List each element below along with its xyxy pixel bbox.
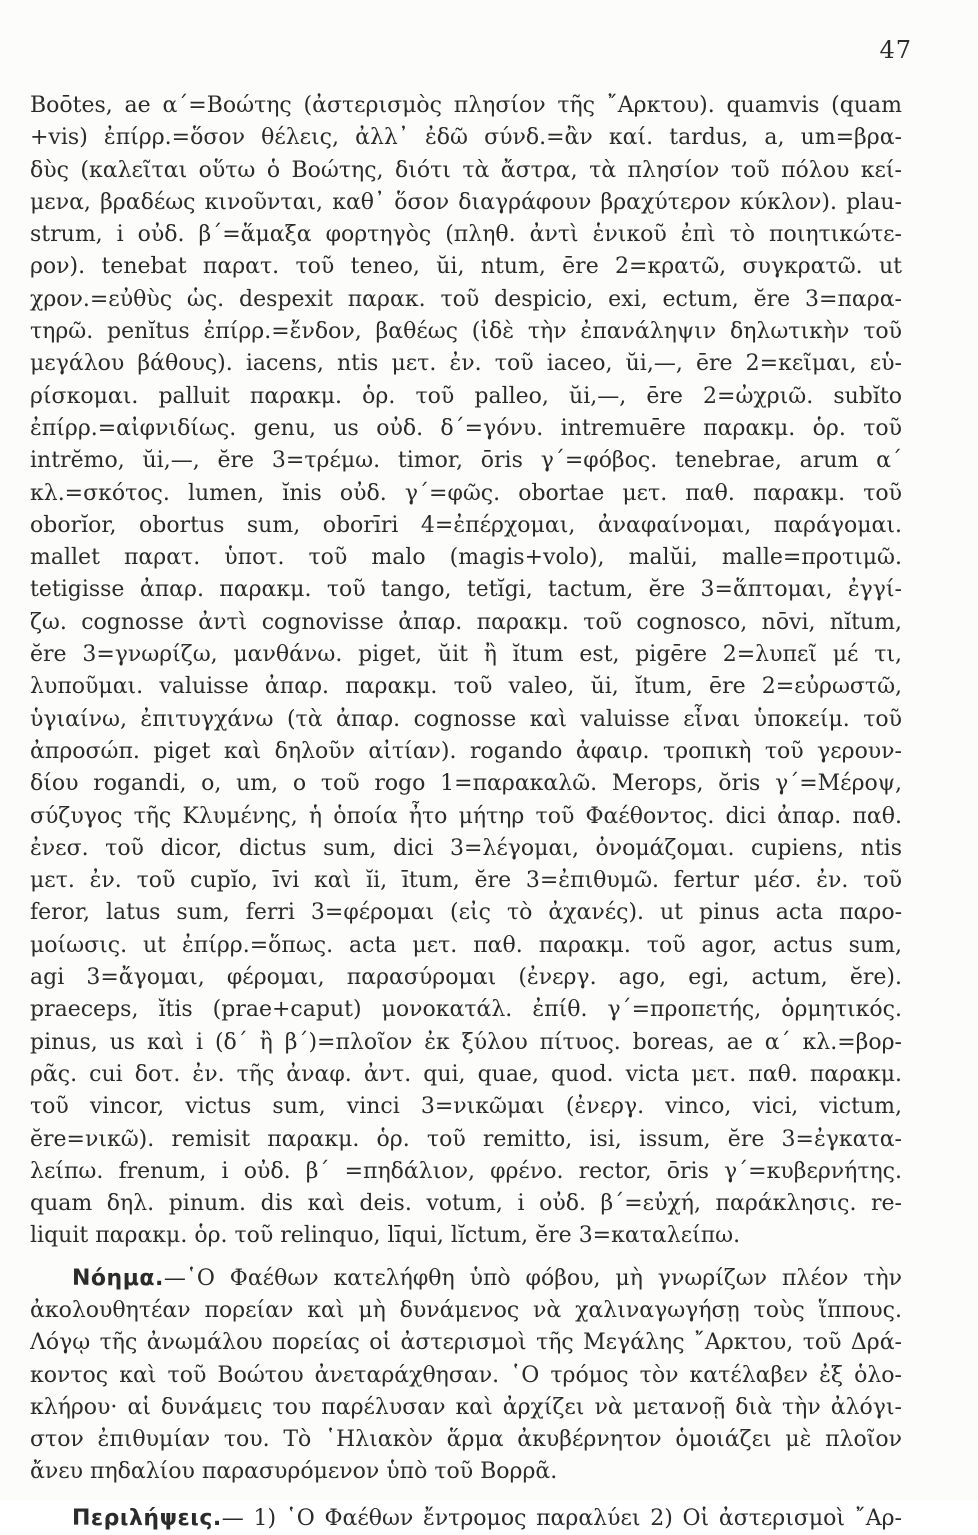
noima-line: —῾Ο Φαέθων κατελήφθη ὑπὸ φόβου, μὴ γνωρίζων πλέον τὴν xyxy=(163,1265,902,1291)
vocab-line: ἐπίρρ.=αἰφνιδίως. genu, us οὐδ. δ΄=γόνυ. intremuēre παρακμ. ὁρ. τοῦ xyxy=(30,415,902,441)
vocab-line: μεγάλου βάθους). iacens, ntis μετ. ἐν. τοῦ iaceo, ŭi,—, ēre 2=κεῖμαι, εὑ- xyxy=(30,351,902,377)
noima-line: κλήρου· αἱ δυνάμεις του παρέλυσαν καὶ ἀρχίζει νὰ μετανοῇ διὰ τὴν ἀλόγι- xyxy=(30,1394,902,1420)
vocab-line: Boōtes, ae α΄=Βοώτης (ἀστερισμὸς πλησίον τῆς ῎Αρκτου). quamvis (quam xyxy=(30,93,902,118)
vocab-line: τοῦ vincor, victus sum, vinci 3=νικῶμαι (ἐνεργ. vinco, vici, victum, xyxy=(30,1094,902,1120)
noima-line: στον ἐπιθυμίαν του. Τὸ ῾Ηλιακὸν ἅρμα ἀκυβέρνητον ὁμοιάζει μὲ πλοῖον xyxy=(30,1427,902,1453)
vocab-line: λείπω. frenum, i οὐδ. β΄ =πηδάλιον, φρένο. rector, ōris γ΄=κυβερνήτης. xyxy=(30,1158,902,1184)
vocabulary-section xyxy=(30,90,902,1253)
vocab-line: ἐνεσ. τοῦ dicor, dictus sum, dici 3=λέγομαι, ὀνομάζομαι. cupiens, ntis xyxy=(30,835,902,861)
vocab-line: pinus, us καὶ i (δ΄ ἢ β΄)=πλοῖον ἐκ ξύλου πίτυος. boreas, ae α΄ κλ.=βορ- xyxy=(30,1029,902,1055)
vocab-line: liquit παρακμ. ὁρ. τοῦ relinquo, līqui, lĭctum, ĕre 3=καταλείπω. xyxy=(30,1223,741,1249)
vocab-line: σύζυγος τῆς Κλυμένης, ἡ ὁποία ἦτο μήτηρ τοῦ Φαέθοντος. dici ἀπαρ. παθ. xyxy=(30,803,902,829)
vocab-line: quam δηλ. pinum. dis καὶ deis. votum, i οὐδ. β΄=εὐχή, παράκλησις. re- xyxy=(30,1191,902,1217)
vocab-line: ἀπροσώπ. piget καὶ δηλοῦν αἰτίαν). rogando ἀφαιρ. τροπικὴ τοῦ γερουν- xyxy=(30,738,902,764)
vocab-line: intrĕmo, ŭi,—, ĕre 3=τρέμω. timor, ōris γ΄=φόβος. tenebrae, arum α΄ xyxy=(30,448,902,474)
vocab-line: ὑγιαίνω, ἐπιτυγχάνω (τὰ ἀπαρ. cognosse καὶ valuisse εἶναι ὑποκείμ. τοῦ xyxy=(30,706,902,732)
vocab-line: ρον). tenebat παρατ. τοῦ teneo, ŭi, ntum, ēre 2=κρατῶ, συγκρατῶ. ut xyxy=(30,254,902,280)
vocab-line: agi 3=ἄγομαι, φέρομαι, παρασύρομαι (ἐνεργ. ago, egi, actum, ĕre). xyxy=(30,965,902,991)
vocab-line: mallet παρατ. ὑποτ. τοῦ malo (magis+volo), malŭi, malle=προτιμῶ. xyxy=(30,545,902,571)
noima-line: ἀκολουθητέαν πορείαν καὶ μὴ δυνάμενος νὰ χαλιναγωγήσῃ τοὺς ἵππους. xyxy=(30,1297,902,1323)
vocab-line: λυποῦμαι. valuisse ἀπαρ. παρακμ. τοῦ valeo, ŭi, ĭtum, ēre 2=εὐρωστῶ, xyxy=(30,674,902,700)
vocab-line: ρᾶς. cui δοτ. ἐν. τῆς ἀναφ. ἀντ. qui, quae, quod. victa μετ. παθ. παρακμ. xyxy=(30,1061,902,1087)
vocab-line: χρον.=εὐθὺς ὡς. despexit παρακ. τοῦ despicio, exi, ectum, ĕre 3=παρα- xyxy=(30,286,902,312)
page-number: 47 xyxy=(879,36,912,64)
vocab-line: δίου rogandi, o, um, ο τοῦ rogo 1=παρακαλῶ. Merops, ŏris γ΄=Μέροψ, xyxy=(30,771,902,797)
noima-line: κοντος καὶ τοῦ Βοώτου ἀνεταράχθησαν. ῾Ο τρόμος τὸν κατέλαβεν ἐξ ὁλο- xyxy=(30,1362,902,1388)
vocab-line: oborĭor, obortus sum, oborīri 4=ἐπέρχομαι, ἀναφαίνομαι, παράγομαι. xyxy=(30,512,902,538)
noima-line: Λόγῳ τῆς ἀνωμάλου πορείας οἱ ἀστερισμοὶ τῆς Μεγάλης ῎Αρκτου, τοῦ Δρά- xyxy=(30,1330,902,1356)
perilipseis-section xyxy=(30,1503,902,1535)
noima-section xyxy=(30,1263,902,1489)
vocab-line: tetigisse ἀπαρ. παρακμ. τοῦ tango, tetĭgi, tactum, ĕre 3=ἅπτομαι, ἐγγί- xyxy=(30,577,902,603)
vocab-line: ζω. cognosse ἀντὶ cognovisse ἀπαρ. παρακμ. τοῦ cognosco, nōvi, nĭtum, xyxy=(30,609,902,635)
noima-first-line xyxy=(30,1263,902,1295)
vocab-line: feror, latus sum, ferri 3=φέρομαι (εἰς τὸ ἀχανές). ut pinus acta παρο- xyxy=(30,900,902,926)
vocab-line: μενα, βραδέως κινοῦνται, καθ᾽ ὅσον διαγράφουν βραχύτερον κύκλον). plau- xyxy=(30,189,902,215)
vocab-line: μοίωσις. ut ἐπίρρ.=ὅπως. acta μετ. παθ. παρακμ. τοῦ agor, actus sum, xyxy=(30,932,902,958)
noima-heading: Νόημα. xyxy=(72,1265,164,1291)
vocab-line: δὺς (καλεῖται οὕτω ὁ Βοώτης, διότι τὰ ἄστρα, τὰ πλησίον τοῦ πόλου κεί- xyxy=(30,157,902,183)
vocab-line: strum, i οὐδ. β΄=ἅμαξα φορτηγὸς (πληθ. ἀντὶ ἑνικοῦ ἐπὶ τὸ ποιητικώτε- xyxy=(30,222,902,248)
vocab-line: ρίσκομαι. palluit παρακμ. ὁρ. τοῦ palleo, ŭi,—, ēre 2=ὠχριῶ. subĭto xyxy=(30,383,902,409)
vocab-line: ĕre 3=γνωρίζω, μανθάνω. piget, ŭit ἢ ĭtum est, pigēre 2=λυπεῖ μέ τι, xyxy=(30,642,902,668)
vocab-line: τηρῶ. penĭtus ἐπίρρ.=ἔνδον, βαθέως (ἰδὲ τὴν ἐπανάληψιν δηλωτικὴν τοῦ xyxy=(30,319,902,345)
noima-line: ἄνευ πηδαλίου παρασυρόμενον ὑπὸ τοῦ Βορρᾶ. xyxy=(30,1459,558,1485)
vocab-line: +vis) ἐπίρρ.=ὅσον θέλεις, ἀλλ᾽ ἐδῶ σύνδ.=ἂν καί. tardus, a, um=βρα- xyxy=(30,125,902,151)
vocab-line: κλ.=σκότος. lumen, ĭnis οὐδ. γ΄=φῶς. obortae μετ. παθ. παρακμ. τοῦ xyxy=(30,480,902,506)
vocab-line: μετ. ἐν. τοῦ cupĭo, īvi καὶ ĭi, ītum, ĕre 3=ἐπιθυμῶ. fertur μέσ. ἐν. τοῦ xyxy=(30,868,902,894)
vocab-line: praeceps, ĭtis (prae+caput) μονοκατάλ. ἐπίθ. γ΄=προπετής, ὁρμητικός. xyxy=(30,997,902,1023)
vocab-line: ĕre=νικῶ). remisit παρακμ. ὁρ. τοῦ remitto, isi, issum, ĕre 3=ἐγκατα- xyxy=(30,1126,902,1152)
page-text xyxy=(30,90,902,1535)
perilipseis-text: — 1) ῾Ο Φαέθων ἔντρομος παραλύει 2) Οἱ ἀστερισμοὶ ῎Αρ- xyxy=(221,1505,902,1531)
perilipseis-line xyxy=(30,1503,902,1535)
perilipseis-heading: Περιλήψεις. xyxy=(72,1505,222,1531)
